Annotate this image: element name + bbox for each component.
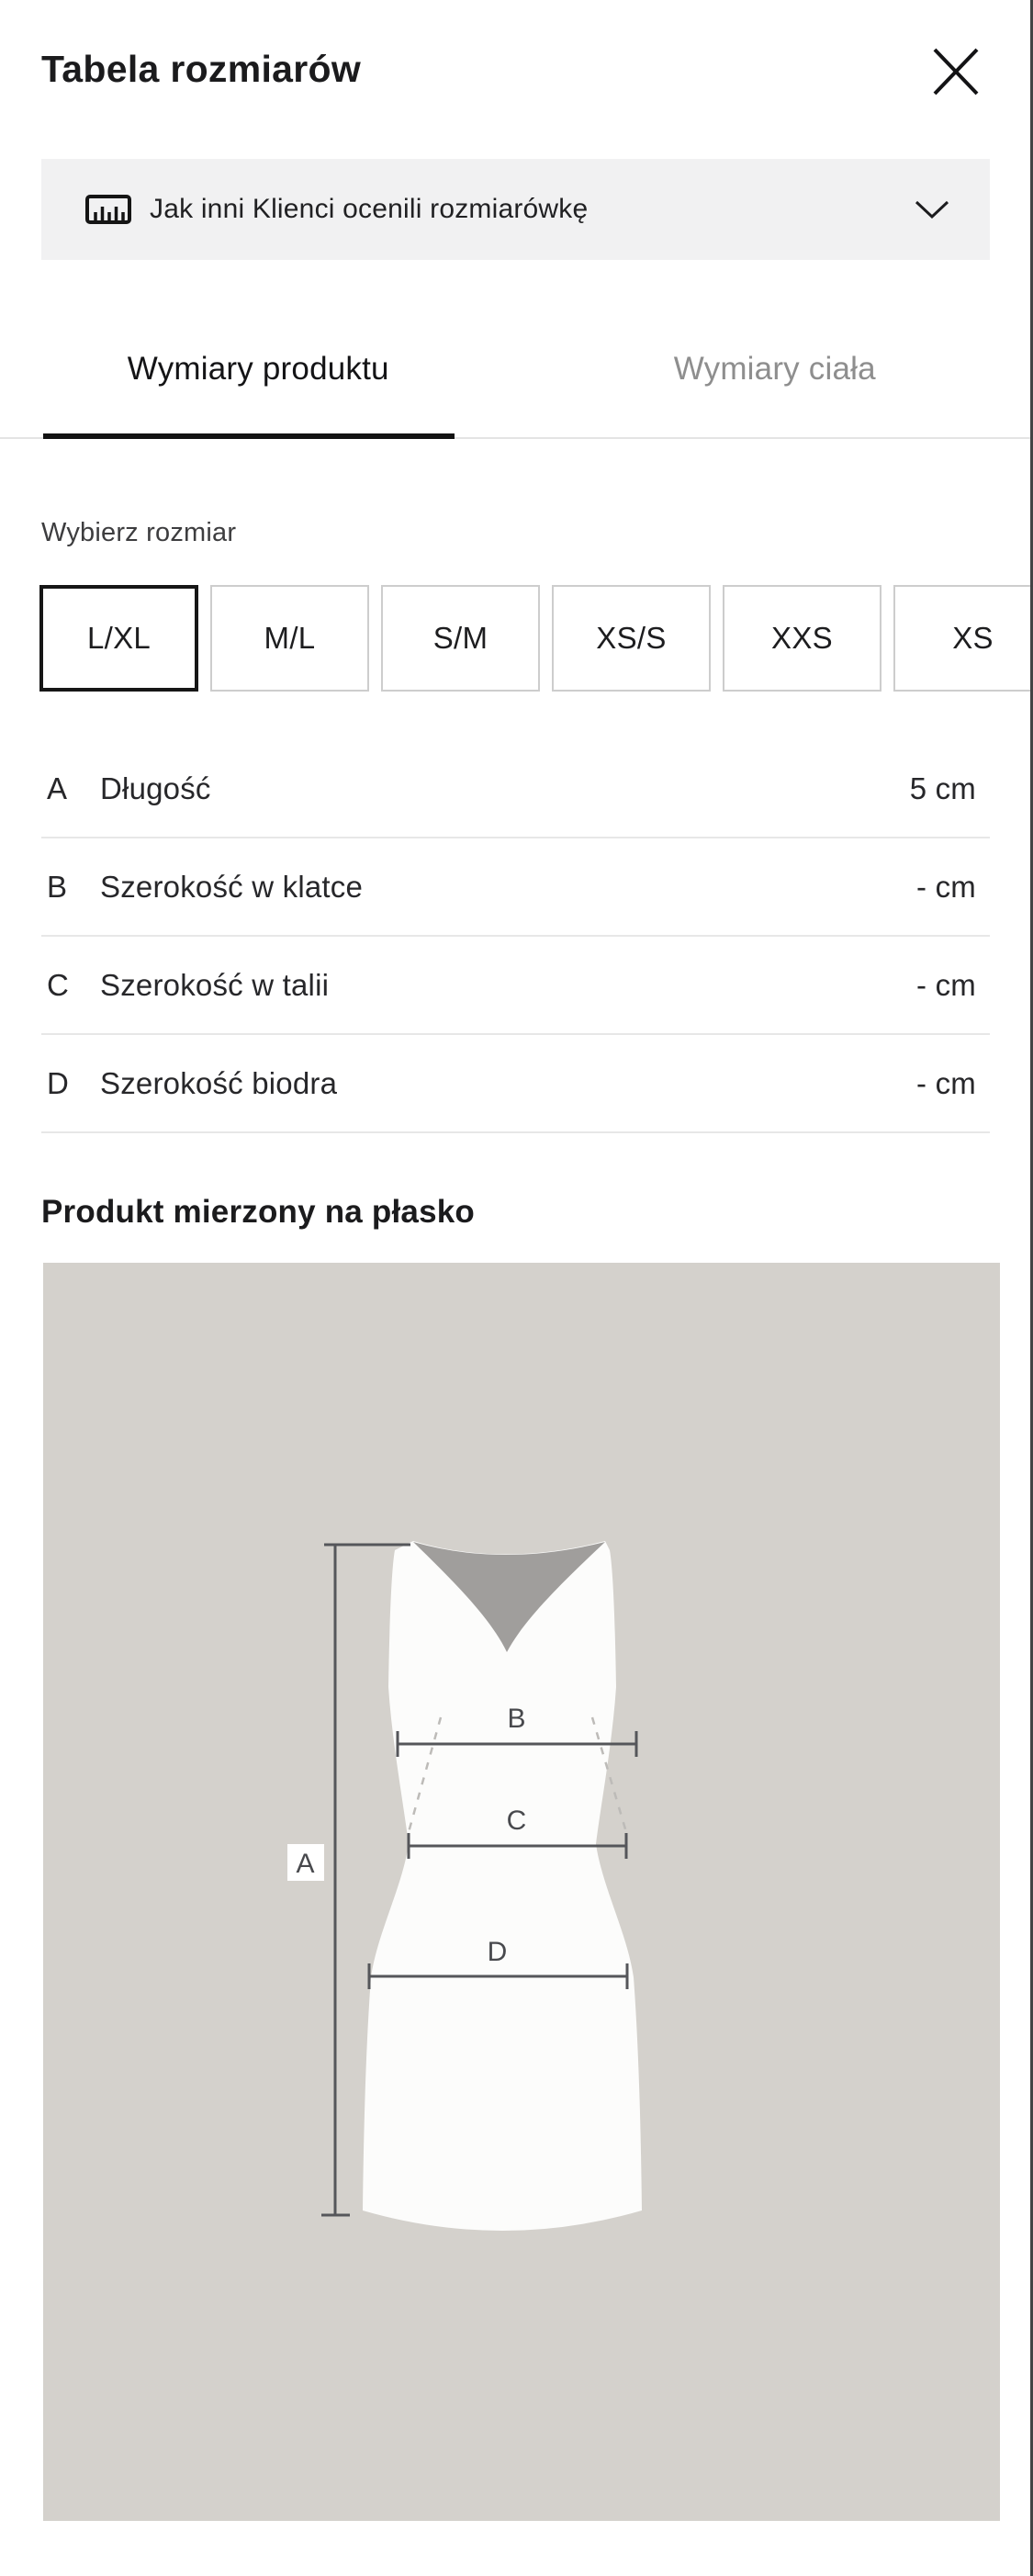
table-row — [41, 838, 990, 937]
row-letter: A — [47, 771, 68, 805]
row-name: Długość — [100, 771, 211, 805]
row-letter: C — [47, 967, 70, 1002]
diagram-heading: Produkt mierzony na płasko — [41, 1194, 475, 1230]
row-value: 5 cm — [909, 771, 976, 805]
dress-diagram-svg — [43, 1263, 1000, 2521]
size-picker-label: Wybierz rozmiar — [41, 518, 237, 547]
row-letter: B — [47, 869, 68, 904]
close-button[interactable] — [916, 33, 995, 112]
table-row — [41, 1035, 990, 1133]
size-button-sm[interactable]: S/M — [381, 585, 540, 692]
table-row — [41, 937, 990, 1035]
diagram-label-c: C — [506, 1805, 528, 1836]
accordion-label: Jak inni Klienci ocenili rozmiarówkę — [150, 194, 589, 224]
diagram-label-b: B — [507, 1704, 527, 1734]
size-button-row — [39, 585, 1033, 692]
size-button-ml[interactable]: M/L — [210, 585, 369, 692]
measurements-table — [41, 740, 990, 1133]
tab-bar — [0, 332, 1033, 439]
size-button-xs[interactable]: XS — [893, 585, 1033, 692]
size-button-lxl[interactable]: L/XL — [39, 585, 198, 692]
row-name: Szerokość biodra — [100, 1065, 338, 1100]
chevron-down-icon — [915, 199, 949, 219]
diagram-label-d: D — [487, 1937, 509, 1967]
row-value: - cm — [916, 869, 976, 904]
dress-silhouette — [363, 1541, 642, 2231]
size-button-xss[interactable]: XS/S — [552, 585, 711, 692]
row-name: Szerokość w klatce — [100, 869, 364, 904]
tab-body-dimensions[interactable]: Wymiary ciała — [673, 351, 876, 387]
diagram-label-a: A — [296, 1849, 316, 1879]
close-icon — [931, 46, 981, 100]
tab-product-dimensions[interactable]: Wymiary produktu — [127, 351, 389, 387]
row-name: Szerokość w talii — [100, 967, 330, 1002]
page-title: Tabela rozmiarów — [41, 48, 362, 90]
table-row — [41, 740, 990, 838]
ruler-icon — [85, 195, 131, 224]
row-letter: D — [47, 1065, 70, 1100]
size-button-xxs[interactable]: XXS — [723, 585, 881, 692]
active-tab-indicator — [43, 433, 455, 439]
row-value: - cm — [916, 1065, 976, 1100]
row-value: - cm — [916, 967, 976, 1002]
dress-measurement-diagram — [43, 1263, 1000, 2521]
size-feedback-accordion[interactable] — [41, 159, 990, 260]
